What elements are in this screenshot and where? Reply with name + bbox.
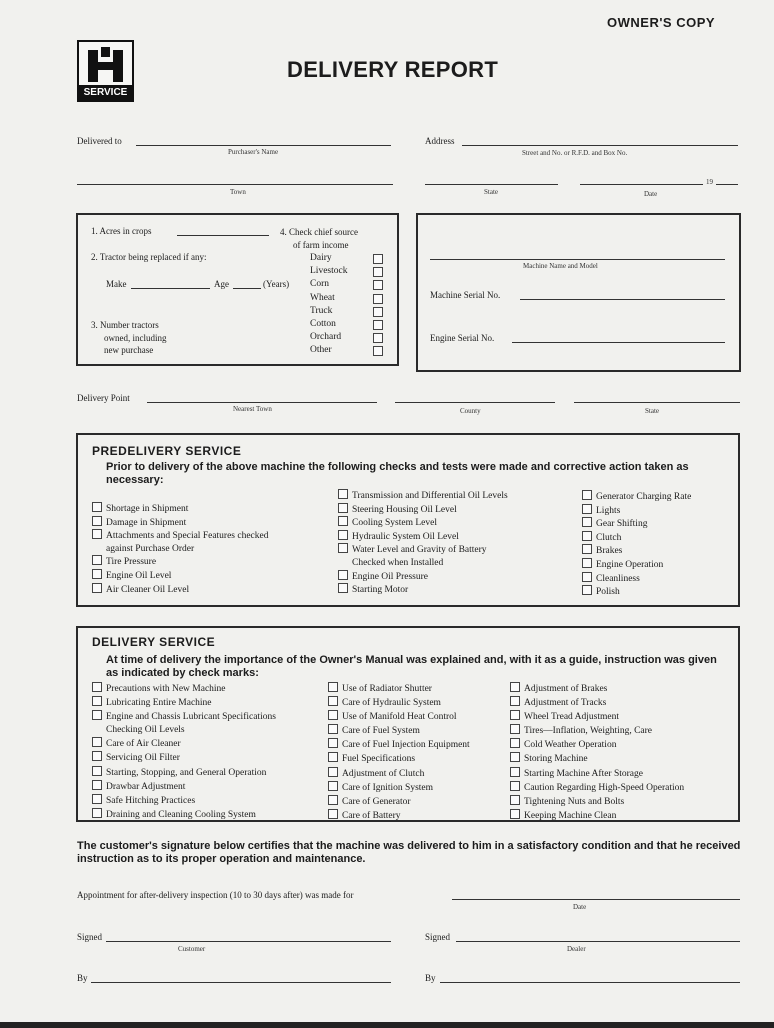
machine-serial-line[interactable]: [520, 299, 725, 300]
machine-name-caption: Machine Name and Model: [523, 262, 598, 270]
nearest-town-caption: Nearest Town: [233, 405, 272, 413]
checklist-item-label: Care of Ignition System: [342, 782, 434, 793]
checklist-item: [328, 795, 470, 809]
purchaser-name-line[interactable]: [136, 145, 391, 146]
checklist-item: [510, 710, 684, 724]
delivery-point-label: Delivery Point: [77, 393, 130, 403]
income-source-label: Other: [310, 345, 332, 356]
address-line[interactable]: [462, 145, 738, 146]
checklist-item-label: Adjustment of Tracks: [524, 698, 607, 709]
address-caption: Street and No. or R.F.D. and Box No.: [522, 149, 628, 157]
checklist-item: [92, 682, 276, 696]
make-label: Make: [106, 279, 127, 289]
checklist-item-label: Brakes: [596, 546, 623, 557]
delivery-list-col1: [92, 682, 276, 822]
checklist-item: [582, 504, 691, 518]
checkbox[interactable]: [328, 752, 338, 762]
checklist-item: [582, 531, 691, 545]
delivery-list-col2: [328, 682, 470, 823]
checklist-item-label: Lights: [596, 505, 621, 516]
signed-customer-label: Signed: [77, 932, 103, 942]
checkbox[interactable]: [328, 767, 338, 777]
checklist-item: [582, 544, 691, 558]
checklist-item: [92, 569, 269, 583]
checklist-item: [582, 572, 691, 586]
checklist-item: [328, 682, 470, 696]
tractor-replaced-label: 2. Tractor being replaced if any:: [91, 252, 207, 262]
income-source-checkbox[interactable]: [373, 307, 383, 317]
checkbox[interactable]: [92, 583, 102, 593]
years-label: (Years): [263, 279, 290, 289]
checklist-item-label: Fuel Specifications: [342, 754, 416, 765]
checklist-item-label: Engine and Chassis Lubricant Specifications: [106, 712, 276, 723]
checklist-item-label: Checked when Installed: [352, 557, 444, 568]
checkbox[interactable]: [338, 543, 348, 553]
checklist-item: [92, 724, 276, 737]
page-bottom-edge: [0, 1022, 774, 1028]
checkbox[interactable]: [92, 516, 102, 526]
checkbox[interactable]: [582, 490, 592, 500]
logo-service-text: SERVICE: [79, 85, 132, 100]
checkbox[interactable]: [338, 530, 348, 540]
checklist-item: [328, 724, 470, 738]
checklist-item: [338, 503, 508, 517]
machine-name-line[interactable]: [430, 259, 725, 260]
checklist-item: [92, 780, 276, 794]
checklist-item: [510, 696, 684, 710]
checklist-item-label: Damage in Shipment: [106, 517, 187, 528]
checklist-item: [510, 781, 684, 795]
checklist-item-label: Gear Shifting: [596, 519, 648, 530]
appointment-date-line[interactable]: [452, 899, 740, 900]
checklist-item-label: against Purchase Order: [106, 543, 195, 554]
income-source-item: [310, 331, 388, 344]
checkbox[interactable]: [582, 504, 592, 514]
checkbox[interactable]: [328, 738, 338, 748]
income-source-checkbox[interactable]: [373, 346, 383, 356]
checklist-item-label: Care of Fuel Injection Equipment: [342, 740, 470, 751]
checklist-item: [328, 710, 470, 724]
checkbox[interactable]: [328, 781, 338, 791]
checklist-item: [510, 724, 684, 738]
checkbox[interactable]: [510, 724, 520, 734]
checklist-item: [92, 696, 276, 710]
town-line[interactable]: [77, 184, 393, 185]
checkbox[interactable]: [92, 696, 102, 706]
checklist-item: [92, 794, 276, 808]
checklist-item-label: Shortage in Shipment: [106, 504, 189, 514]
number-tractors-line-3: new purchase: [104, 345, 154, 355]
by-dealer-label: By: [425, 973, 436, 983]
checkbox[interactable]: [92, 710, 102, 720]
checkbox[interactable]: [510, 682, 520, 692]
checkbox[interactable]: [338, 503, 348, 513]
checklist-item: [582, 517, 691, 531]
by-dealer-line[interactable]: [440, 982, 740, 983]
checklist-item-label: Starting Motor: [352, 585, 409, 596]
income-source-item: [310, 344, 388, 357]
checklist-item-label: Generator Charging Rate: [596, 492, 692, 502]
checklist-item-label: Engine Oil Level: [106, 570, 172, 581]
nearest-town-line[interactable]: [147, 402, 377, 403]
income-source-label: Livestock: [310, 266, 348, 277]
predelivery-intro: Prior to delivery of the above machine the following checks and tests were made and corrective action taken as necessary:: [106, 461, 689, 486]
checkbox[interactable]: [582, 585, 592, 595]
checkbox[interactable]: [582, 572, 592, 582]
checklist-item-label: Caution Regarding High-Speed Operation: [524, 782, 685, 793]
checklist-item-label: Care of Air Cleaner: [106, 739, 181, 750]
checklist-item: [328, 767, 470, 781]
checklist-item-label: Cleanliness: [596, 573, 640, 584]
checklist-item-label: Care of Generator: [342, 796, 411, 807]
machine-serial-label: Machine Serial No.: [430, 290, 501, 300]
checklist-item-label: Servicing Oil Filter: [106, 753, 180, 764]
checklist-item: [338, 543, 508, 557]
checklist-item-label: Lubricating Entire Machine: [106, 698, 212, 709]
checkbox[interactable]: [338, 570, 348, 580]
delivery-title: DELIVERY SERVICE: [92, 635, 216, 649]
predelivery-title: PREDELIVERY SERVICE: [92, 444, 242, 458]
checklist-item-label: Tires—Inflation, Weighting, Care: [524, 726, 652, 737]
income-source-label: Dairy: [310, 253, 332, 263]
state-line[interactable]: [425, 184, 558, 185]
appointment-label: Appointment for after-delivery inspection (10 to 30 days after) was made for: [77, 890, 354, 900]
checklist-item-label: Drawbar Adjustment: [106, 781, 186, 792]
income-source-checkbox[interactable]: [373, 254, 383, 264]
delivery-intro: At time of delivery the importance of the Owner's Manual was explained and, with it as a guide, instruction was given as indicated by check marks:: [106, 654, 717, 679]
income-source-checkbox[interactable]: [373, 267, 383, 277]
income-source-item: [310, 252, 388, 265]
age-label: Age: [214, 279, 229, 289]
checklist-item-label: Keeping Machine Clean: [524, 810, 617, 821]
checklist-item-label: Engine Oil Pressure: [352, 571, 428, 582]
checkbox[interactable]: [510, 738, 520, 748]
checkbox[interactable]: [338, 489, 348, 499]
by-customer-line[interactable]: [91, 982, 391, 983]
checkbox[interactable]: [582, 517, 592, 527]
checkbox[interactable]: [510, 767, 520, 777]
checklist-item: [92, 583, 269, 597]
engine-serial-line[interactable]: [512, 342, 725, 343]
income-source-checkbox[interactable]: [373, 280, 383, 290]
checklist-item: [510, 752, 684, 766]
customer-signature-line[interactable]: [106, 941, 391, 942]
checkbox[interactable]: [328, 724, 338, 734]
checkbox[interactable]: [338, 516, 348, 526]
checklist-item: [510, 795, 684, 809]
income-source-list: [310, 252, 388, 358]
checklist-item-label: Care of Hydraulic System: [342, 698, 441, 709]
checklist-item-label: Steering Housing Oil Level: [352, 504, 457, 515]
acres-in-crops-line[interactable]: [177, 235, 269, 236]
income-source-label: Truck: [310, 305, 333, 316]
checkbox[interactable]: [510, 710, 520, 720]
checkbox[interactable]: [510, 795, 520, 805]
checklist-item: [582, 585, 691, 599]
dealer-caption: Dealer: [567, 945, 586, 953]
checklist-item: [510, 738, 684, 752]
income-source-checkbox[interactable]: [373, 333, 383, 343]
number-tractors-line-1: 3. Number tractors: [91, 320, 159, 330]
acres-in-crops-label: 1. Acres in crops: [91, 226, 152, 236]
ih-logo-mark-icon: [79, 44, 132, 86]
checkbox[interactable]: [92, 502, 102, 512]
checkbox[interactable]: [328, 809, 338, 819]
income-source-item: [310, 318, 388, 331]
income-source-line-2: of farm income: [293, 239, 349, 250]
age-line[interactable]: [233, 288, 261, 289]
checklist-item: [92, 737, 276, 751]
income-source-label: Cotton: [310, 319, 336, 330]
checklist-item: [338, 583, 508, 597]
checkbox[interactable]: [92, 682, 102, 692]
checklist-item-label: Water Level and Gravity of Battery: [352, 545, 487, 556]
checklist-item-label: Wheel Tread Adjustment: [524, 712, 619, 723]
number-tractors-label: [91, 319, 167, 357]
checklist-item-label: Tightening Nuts and Bolts: [524, 796, 625, 807]
owners-copy-label: OWNER'S COPY: [607, 15, 716, 30]
checklist-item: [92, 543, 269, 556]
checklist-item: [92, 555, 269, 569]
checklist-item: [338, 570, 508, 584]
checkbox[interactable]: [92, 794, 102, 804]
checkbox[interactable]: [92, 555, 102, 565]
checklist-item-label: Polish: [596, 587, 620, 598]
checklist-item-label: Storing Machine: [524, 754, 588, 765]
checklist-item: [338, 489, 508, 503]
checklist-item: [582, 490, 691, 504]
checklist-item-label: Hydraulic System Oil Level: [352, 531, 459, 542]
date-caption: Date: [644, 190, 658, 198]
dealer-signature-line[interactable]: [456, 941, 740, 942]
checklist-item-label: Care of Fuel System: [342, 726, 420, 737]
checkbox[interactable]: [92, 780, 102, 790]
checklist-item: [338, 516, 508, 530]
make-line[interactable]: [131, 288, 210, 289]
checkbox[interactable]: [328, 710, 338, 720]
checkbox[interactable]: [328, 696, 338, 706]
county-caption: County: [460, 407, 481, 415]
year-prefix: 19: [706, 178, 713, 186]
income-source-item: [310, 305, 388, 318]
checkbox[interactable]: [92, 766, 102, 776]
checkbox[interactable]: [92, 529, 102, 539]
predelivery-list-col2: [338, 489, 508, 597]
checklist-item: [328, 752, 470, 766]
checkbox[interactable]: [92, 569, 102, 579]
income-source-label: Corn: [310, 279, 329, 290]
checklist-item-label: Starting Machine After Storage: [524, 768, 643, 779]
checklist-item: [92, 502, 269, 516]
predelivery-list-col1: [92, 502, 269, 596]
appointment-date-caption: Date: [573, 903, 587, 911]
checklist-item: [582, 558, 691, 572]
checklist-item: [92, 529, 269, 543]
checklist-item: [328, 738, 470, 752]
delivery-state-line[interactable]: [574, 402, 740, 403]
checklist-item-label: Checking Oil Levels: [106, 725, 185, 736]
purchaser-name-caption: Purchaser's Name: [228, 148, 279, 156]
checklist-item: [92, 751, 276, 765]
number-tractors-line-2: owned, including: [104, 332, 167, 343]
checklist-item: [510, 809, 684, 823]
checklist-item-label: Air Cleaner Oil Level: [106, 584, 190, 595]
checkbox[interactable]: [92, 737, 102, 747]
checkbox[interactable]: [328, 795, 338, 805]
checklist-item-label: Tire Pressure: [106, 557, 157, 568]
checklist-item: [338, 557, 508, 570]
signed-dealer-label: Signed: [425, 932, 451, 942]
certification-statement: The customer's signature below certifies that the machine was delivered to him in a satisfactory condition and that he received instruction as to its proper operation and maintenance.: [77, 840, 741, 865]
state-caption: State: [484, 188, 498, 196]
checklist-item-label: Care of Battery: [342, 810, 401, 821]
income-source-label: Orchard: [310, 332, 342, 343]
predelivery-list-col3: [582, 490, 691, 599]
checklist-item-label: Precautions with New Machine: [106, 684, 226, 694]
income-source-label: Wheat: [310, 292, 335, 303]
delivery-list-col3: [510, 682, 684, 823]
address-label: Address: [425, 136, 455, 146]
checkbox[interactable]: [328, 682, 338, 692]
checklist-item: [92, 766, 276, 780]
checklist-item: [510, 682, 684, 696]
income-source-checkbox[interactable]: [373, 320, 383, 330]
delivery-state-caption: State: [645, 407, 659, 415]
checklist-item: [338, 530, 508, 544]
checklist-item-label: Clutch: [596, 532, 622, 543]
checklist-item: [328, 781, 470, 795]
checklist-item-label: Adjustment of Clutch: [342, 768, 425, 779]
checkbox[interactable]: [582, 544, 592, 554]
engine-serial-label: Engine Serial No.: [430, 333, 495, 343]
checklist-item-label: Cooling System Level: [352, 518, 437, 529]
checklist-item-label: Adjustment of Brakes: [524, 684, 608, 694]
checklist-item-label: Engine Operation: [596, 559, 664, 570]
income-source-checkbox[interactable]: [373, 294, 383, 304]
checklist-item-label: Use of Radiator Shutter: [342, 684, 432, 694]
checklist-item-label: Safe Hitching Practices: [106, 795, 196, 806]
by-customer-label: By: [77, 973, 88, 983]
income-source-heading: [280, 226, 358, 251]
checklist-item: [510, 767, 684, 781]
checkbox[interactable]: [582, 531, 592, 541]
checklist-item: [92, 710, 276, 724]
checkbox[interactable]: [510, 781, 520, 791]
checkbox[interactable]: [92, 808, 102, 818]
income-source-line-1: 4. Check chief source: [280, 227, 358, 237]
checklist-item: [328, 696, 470, 710]
income-source-item: [310, 265, 388, 278]
checklist-item: [92, 808, 276, 822]
checklist-item-label: Cold Weather Operation: [524, 740, 617, 751]
checkbox[interactable]: [510, 752, 520, 762]
year-line[interactable]: [716, 184, 738, 185]
checklist-item-label: Attachments and Special Features checked: [106, 531, 269, 542]
checklist-item-label: Transmission and Differential Oil Levels: [352, 491, 508, 501]
checkbox[interactable]: [510, 809, 520, 819]
ih-service-logo: [77, 40, 134, 102]
checklist-item-label: Draining and Cleaning Cooling System: [106, 809, 256, 820]
checkbox[interactable]: [582, 558, 592, 568]
checkbox[interactable]: [338, 583, 348, 593]
page-title: DELIVERY REPORT: [287, 57, 499, 82]
date-line[interactable]: [580, 184, 703, 185]
checkbox[interactable]: [510, 696, 520, 706]
customer-caption: Customer: [178, 945, 206, 953]
checklist-item-label: Starting, Stopping, and General Operation: [106, 767, 267, 778]
checklist-item: [92, 516, 269, 530]
delivered-to-label: Delivered to: [77, 136, 122, 146]
county-line[interactable]: [395, 402, 555, 403]
checklist-item: [328, 809, 470, 823]
income-source-item: [310, 278, 388, 291]
income-source-item: [310, 292, 388, 305]
town-caption: Town: [230, 188, 246, 196]
checkbox[interactable]: [92, 751, 102, 761]
checklist-item-label: Use of Manifold Heat Control: [342, 712, 457, 723]
